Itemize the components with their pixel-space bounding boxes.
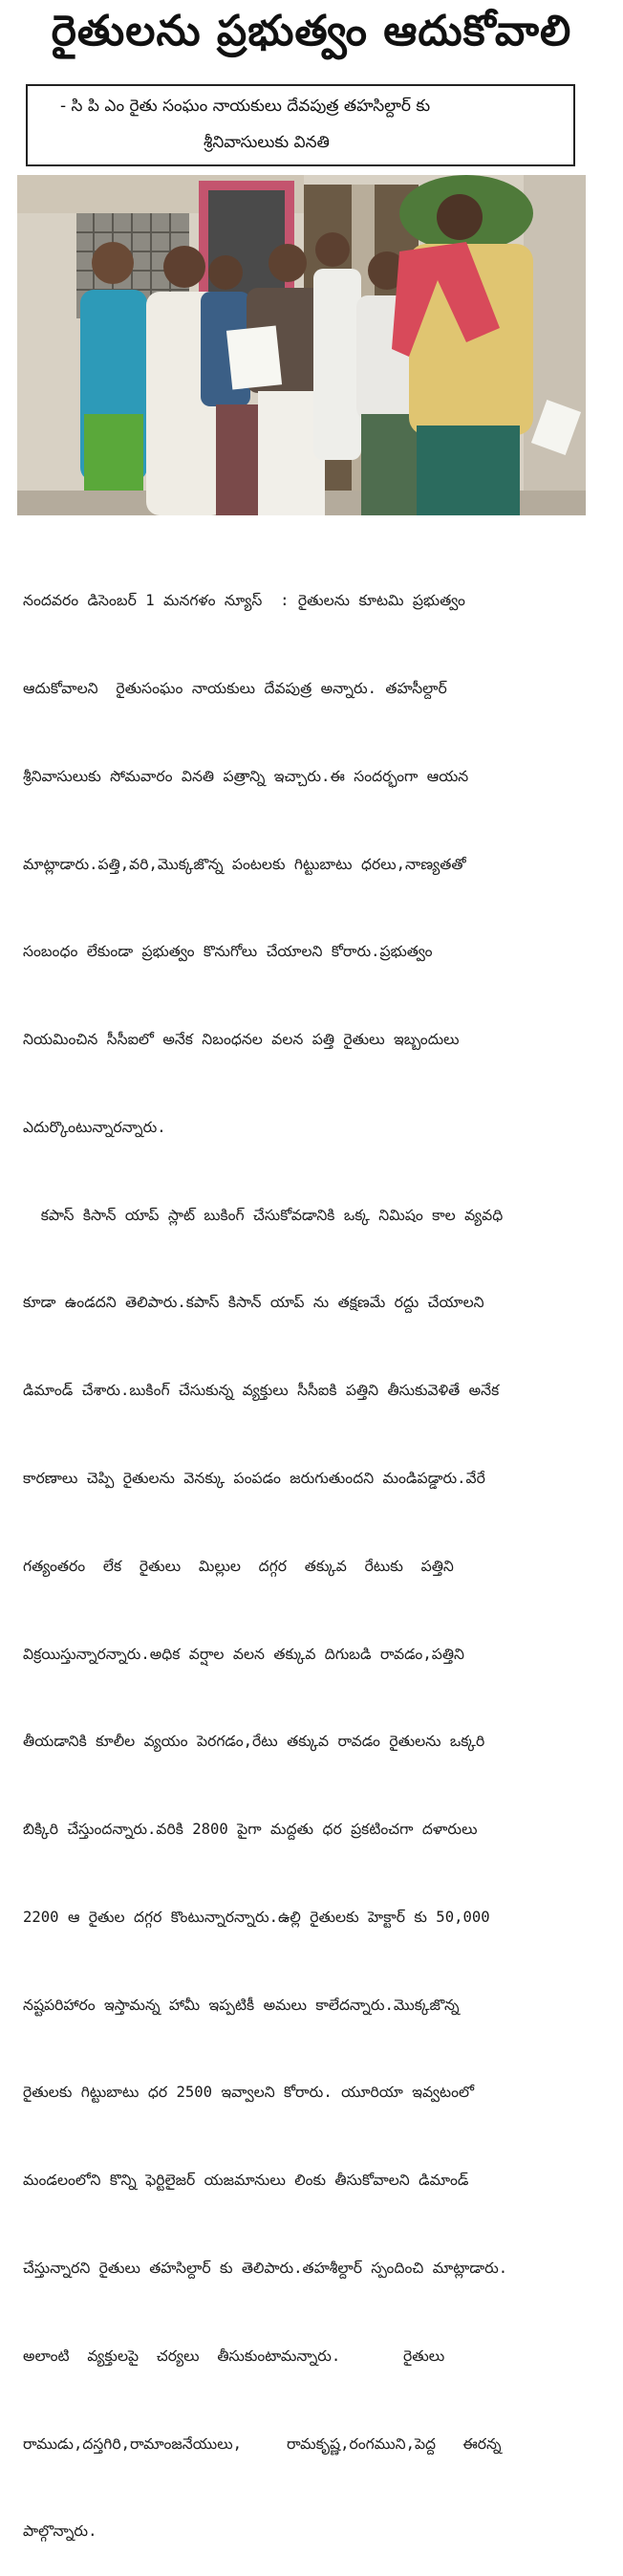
- article-line: చేస్తున్నారని రైతులు తహసిల్దార్ కు తెలిపారు.తహశీల్దార్ స్పందించి మాట్లాడారు.: [23, 2259, 508, 2278]
- article-line: కపాస్ కిసాన్ యాప్ స్లాట్ బుకింగ్ చేసుకోవడానికి ఒక్క నిమిషం కాల వ్యవధి: [23, 1206, 504, 1224]
- article-line: నష్టపరిహారం ఇస్తామన్న హామీ ఇప్పటికీ అమలు కాలేదన్నారు.మొక్కజొన్న: [23, 1996, 460, 2014]
- news-photo: [17, 175, 586, 515]
- subheadline-line-2: శ్రీనివాసులుకు వినతి: [204, 133, 330, 152]
- article-line: 2200 ఆ రైతుల దగ్గర కొంటున్నారన్నారు.ఉల్లి రైతులకు హెక్టార్ కు 50,000: [23, 1908, 490, 1926]
- article-line: అలాంటి వ్యక్తులపై చర్యలు తీసుకుంటామన్నారు. రైతులు: [23, 2347, 445, 2365]
- article-line: శ్రీనివాసులుకు సోమవారం వినతి పత్రాన్ని ఇచ్చారు.ఈ సందర్భంగా ఆయన: [23, 767, 469, 785]
- article-line: బిక్కిరి చేస్తుందన్నారు.వరికి 2800 పైగా మద్దతు ధర ప్రకటించగా దళారులు: [23, 1821, 478, 1839]
- article-line: ఎదుర్కొంటున్నారన్నారు.: [23, 1118, 166, 1136]
- subheadline-line-1: - సి పి ఎం రైతు సంఘం నాయకులు దేవపుత్ర తహసిల్దార్ కు: [60, 97, 431, 116]
- article-line: కారణాలు చెప్పి రైతులను వెనక్కు పంపడం జరుగుతుందని మండిపడ్డారు.వేరే: [23, 1470, 485, 1487]
- article-line: మండలంలోని కొన్ని ఫెర్టిలైజర్ యజమానులు లింకు తీసుకోవాలని డిమాండ్: [23, 2172, 469, 2190]
- article-line: పాల్గొన్నారు.: [23, 2522, 97, 2541]
- article-line: ఆదుకోవాలని రైతుసంఘం నాయకులు దేవపుత్ర అన్నారు. తహసీల్దార్: [23, 679, 447, 697]
- article-line: తీయడానికి కూలీల వ్యయం పెరగడం,రేటు తక్కువ రావడం రైతులను ఒక్కరి: [23, 1733, 485, 1751]
- article-line: మాట్లాడారు.పత్తి,వరి,మొక్కజొన్న పంటలకు గిట్టుబాటు ధరలు,నాణ్యతతో: [23, 855, 466, 873]
- article-line: రైతులకు గిట్టుబాటు ధర 2500 ఇవ్వాలని కోరారు. యూరియా ఇవ్వటంలో: [23, 2084, 475, 2102]
- article-body: [23, 528, 589, 2576]
- article-line: డిమాండ్ చేశారు.బుకింగ్ చేసుకున్న వ్యక్తులు సీసీఐకి పత్తిని తీసుకువెళితే అనేక: [23, 1382, 500, 1400]
- headline: రైతులను ప్రభుత్వం ఆదుకోవాలి: [51, 7, 572, 55]
- article-line: సంబంధం లేకుండా ప్రభుత్వం కొనుగోలు చేయాలని కోరారు.ప్రభుత్వం: [23, 943, 433, 961]
- article-line: నియమించిన సీసీఐలో అనేక నిబంధనల వలన పత్తి రైతులు ఇబ్బందులు: [23, 1031, 460, 1049]
- article-line: రాముడు,దస్తగిరి,రామాంజనేయులు, రామకృష్ణ,రంగముని,పెద్ద ఈరన్న: [23, 2434, 502, 2453]
- article-line: నందవరం డిసెంబర్ 1 మనగళం న్యూస్ : రైతులను కూటమి ప్రభుత్వం: [23, 592, 465, 610]
- article-line: గత్యంతరం లేక రైతులు మిల్లుల దగ్గర తక్కువ రేటుకు పత్తిని: [23, 1557, 454, 1575]
- subheadline-box: [26, 84, 575, 166]
- news-photo-illustration: [17, 175, 586, 515]
- article-line: కూడా ఉండదని తెలిపారు.కపాస్ కిసాన్ యాప్ ను తక్షణమే రద్దు చేయాలని: [23, 1294, 484, 1312]
- article-line: విక్రయిస్తున్నారన్నారు.అధిక వర్షాల వలన తక్కువ దిగుబడి రావడం,పత్తిని: [23, 1645, 464, 1663]
